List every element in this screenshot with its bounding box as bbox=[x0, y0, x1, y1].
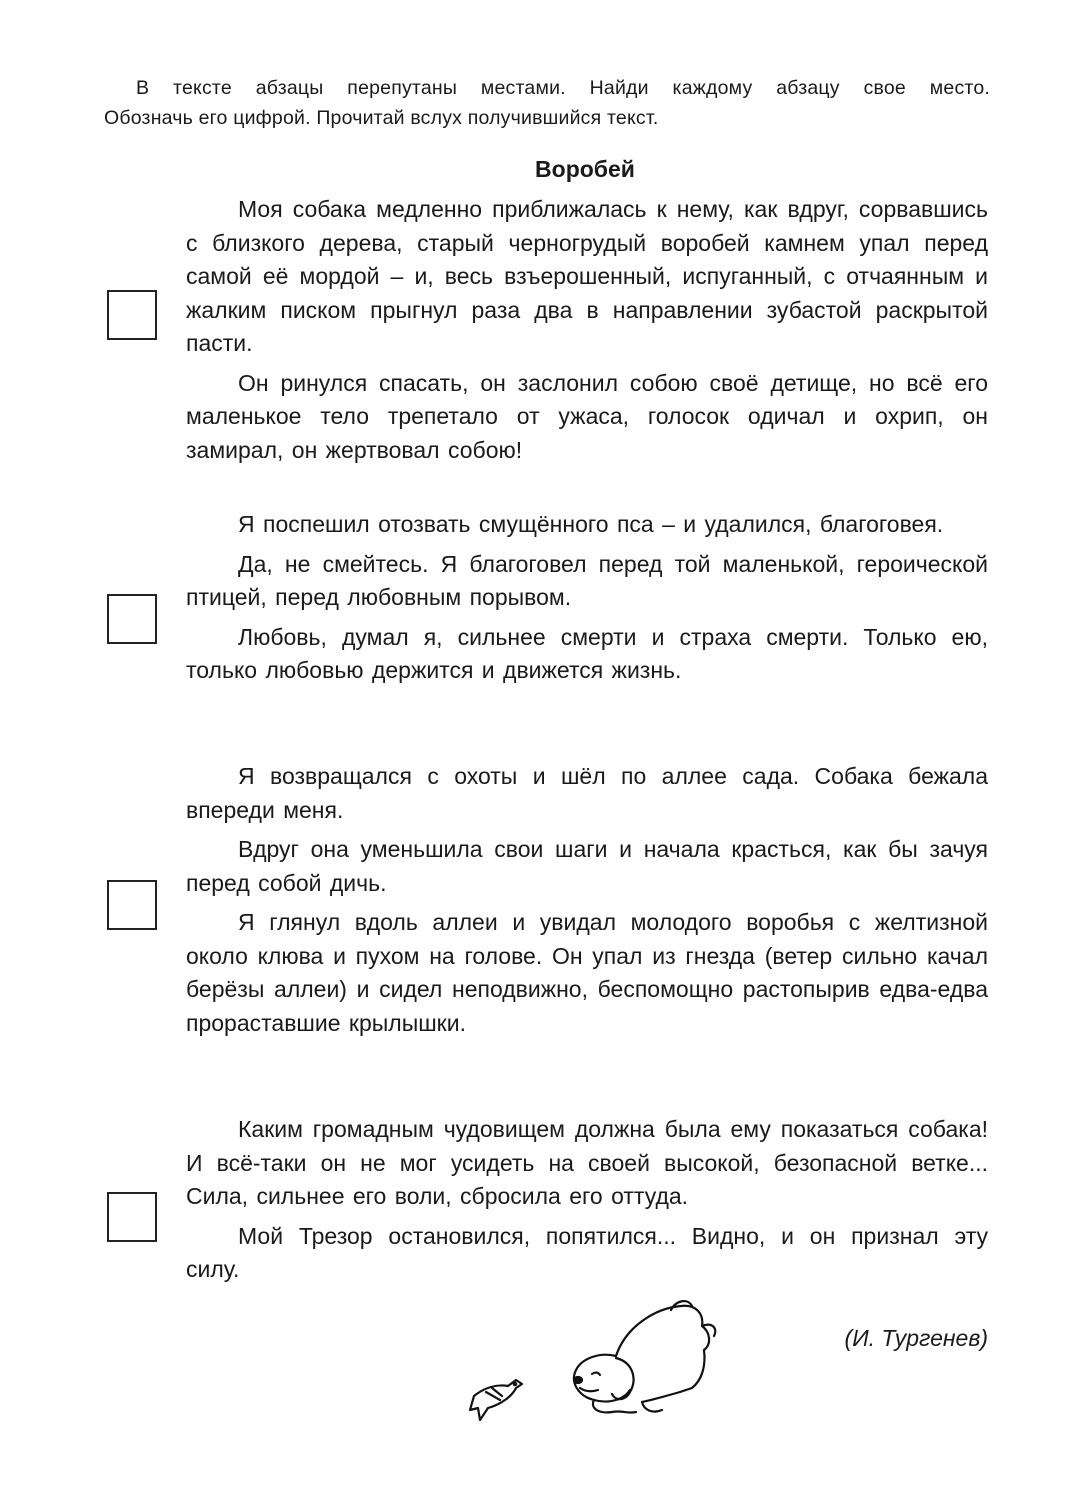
story-title: Воробей bbox=[535, 156, 635, 182]
paragraph: Он ринулся спасать, он заслонил собою своё детище, но всё его маленькое тело трепетало от ужаса, голосок одичал и охрип, он замирал, он жертвовал собою! bbox=[186, 369, 988, 463]
order-box-2[interactable] bbox=[107, 594, 157, 644]
order-box-1[interactable] bbox=[107, 290, 157, 340]
sparrow-icon bbox=[470, 1380, 522, 1420]
paragraph: Я глянул вдоль аллеи и увидал молодого воробья с желтизной около клюва и пухом на голове. Он упал из гнезда (ветер сильно качал берёзы аллеи) и сидел неподвижно, беспомощно растопырив едва-едва прораставшие крылышки. bbox=[186, 909, 988, 1036]
author-credit: (И. Тургенев) bbox=[844, 1325, 988, 1351]
paragraph: Мой Трезор остановился, попятился... Видно, и он признал эту силу. bbox=[186, 1222, 988, 1282]
paragraph: Вдруг она уменьшила свои шаги и начала красться, как бы зачуя перед собой дичь. bbox=[186, 836, 988, 896]
paragraph-block-3 bbox=[186, 760, 988, 1046]
order-box-4[interactable] bbox=[107, 1192, 157, 1242]
paragraph: Любовь, думал я, сильнее смерти и страха смерти. Только ею, только любовью держится и движется жизнь. bbox=[186, 623, 988, 683]
paragraph-block-2 bbox=[186, 508, 988, 694]
instruction-line-1: В тексте абзацы перепутаны местами. Найди каждому абзацу свое место. bbox=[136, 77, 990, 99]
paragraph: Я возвращался с охоты и шёл по аллее сада. Собака бежала впереди меня. bbox=[186, 763, 988, 823]
paragraph: Каким громадным чудовищем должна была ему показаться собака! И всё-таки он не мог усидеть на своей высокой, безопасной ветке... Сила, сильнее его воли, сбросила его оттуда. bbox=[186, 1116, 988, 1209]
paragraph: Да, не смейтесь. Я благоговел перед той маленькой, героической птицей, перед любовным порывом. bbox=[186, 550, 988, 610]
paragraph-block-1 bbox=[186, 193, 988, 473]
paragraph: Я поспешил отозвать смущённого пса – и удалился, благоговея. bbox=[238, 511, 944, 537]
paragraph: Моя собака медленно приближалась к нему, как вдруг, сорвавшись с близкого дерева, старый черногрудый воробей камнем упал перед самой её мордой – и, весь взъерошенный, испуганный, с отчаянным и жалким писком прыгнул раза два в направлении зубастой раскрытой пасти. bbox=[186, 196, 988, 356]
order-box-3[interactable] bbox=[107, 880, 157, 930]
dog-and-sparrow-illustration bbox=[466, 1296, 726, 1436]
paragraph-block-4 bbox=[186, 1113, 988, 1293]
instruction-line-2: Обозначь его цифрой. Прочитай вслух получившийся текст. bbox=[104, 107, 659, 129]
puppy-icon bbox=[574, 1301, 715, 1413]
instruction bbox=[104, 73, 990, 133]
